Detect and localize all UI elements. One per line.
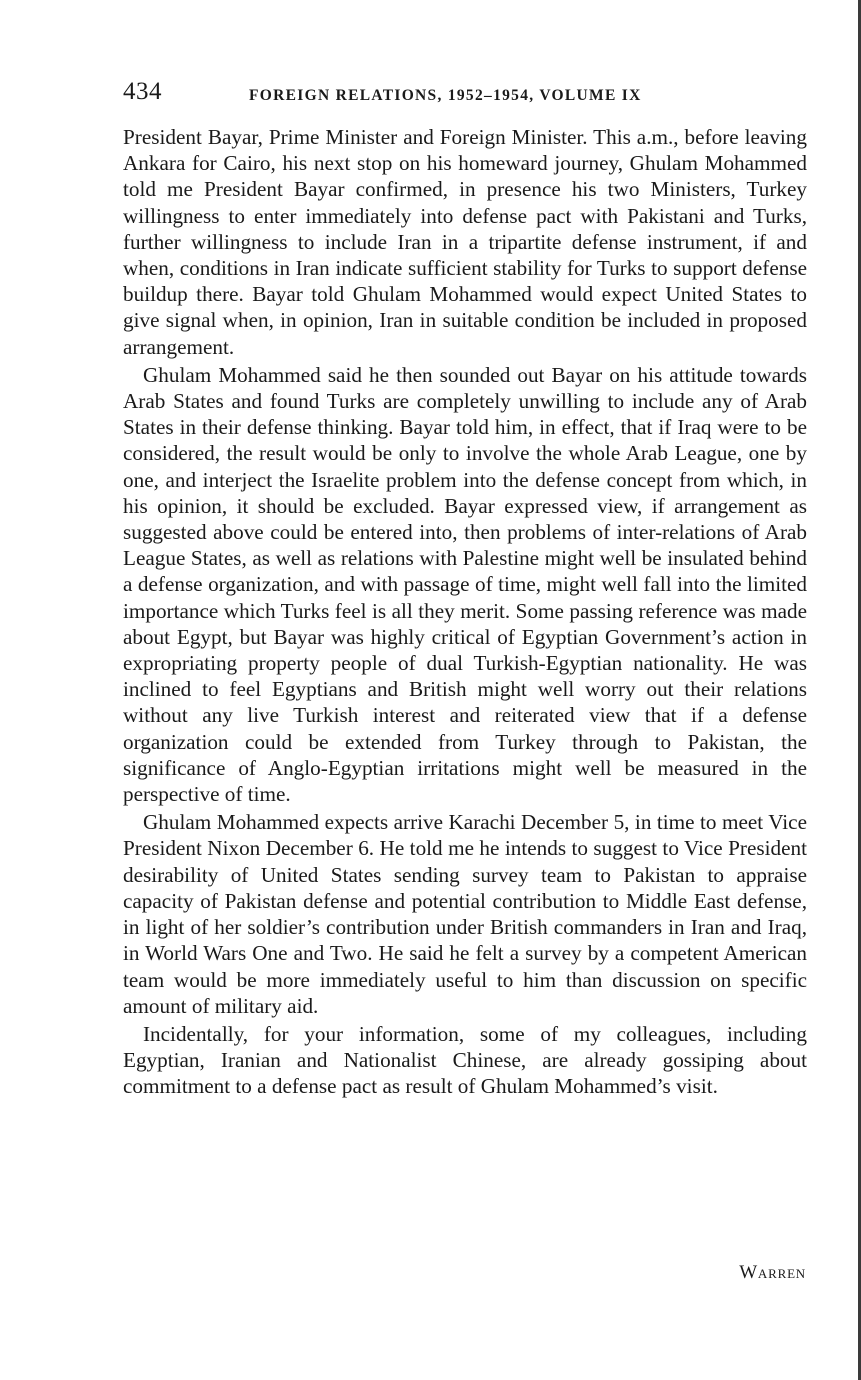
paragraph: Ghulam Mohammed said he then sounded out Bayar on his attitude towards Arab States and found Turks are completely unwilling to include any of Arab States in their defense thinking. Bayar told him, in effect, that if Iraq were to be considered, the result would be only to involve the whole Arab League, one by one, and interject the Israelite problem into the defense concept from which, in his opinion, it should be excluded. Bayar expressed view, if arrangement as suggested above could be entered into, then problems of inter-relations of Arab League States, as well as relations with Palestine might well be insulated behind a defense organization, and with passage of time, might well fall into the limited importance which Turks feel is all they merit. Some passing reference was made about Egypt, but Bayar was highly critical of Egyptian Government’s action in expropriating property people of dual Turkish-Egyptian nationality. He was inclined to feel Egyptians and British might well worry out their relations without any live Turkish interest and reiterated view that if a defense organization could be extended from Turkey through to Pakistan, the significance of Anglo-Egyptian irritations might well be measured in the perspective of time. bbox=[123, 362, 807, 807]
paragraph: Incidentally, for your information, some of my colleagues, including Egyptian, Iranian and Nationalist Chinese, are already gossiping about commitment to a defense pact as result of Ghulam Mohammed’s visit. bbox=[123, 1021, 807, 1099]
body-text bbox=[123, 124, 807, 1100]
page-header bbox=[123, 78, 807, 108]
signature: Warren bbox=[739, 1262, 806, 1283]
paragraph: Ghulam Mohammed expects arrive Karachi December 5, in time to meet Vice President Nixon December 6. He told me he intends to suggest to Vice President desirability of United States sending survey team to Pakistan to appraise capacity of Pakistan defense and potential contribution to Middle East defense, in light of her soldier’s contribution under British commanders in Iran and Iraq, in World Wars One and Two. He said he felt a survey by a competent American team would be more immediately useful to him than discussion on specific amount of military aid. bbox=[123, 810, 807, 1018]
page-number: 434 bbox=[123, 78, 162, 105]
paragraph-continuation: President Bayar, Prime Minister and Foreign Minister. This a.m., before leaving Ankara for Cairo, his next stop on his homeward journey, Ghulam Mohammed told me President Bayar confirmed, in presence his two Ministers, Turkey willingness to enter immediately into defense pact with Pakistani and Turks, further willingness to include Iran in a tripartite defense instrument, if and when, conditions in Iran indicate sufficient stability for Turks to support defense buildup there. Bayar told Ghulam Mohammed would expect United States to give signal when, in opinion, Iran in suitable condition be included in proposed arrangement. bbox=[123, 125, 807, 359]
running-head: FOREIGN RELATIONS, 1952–1954, VOLUME IX bbox=[249, 87, 642, 104]
